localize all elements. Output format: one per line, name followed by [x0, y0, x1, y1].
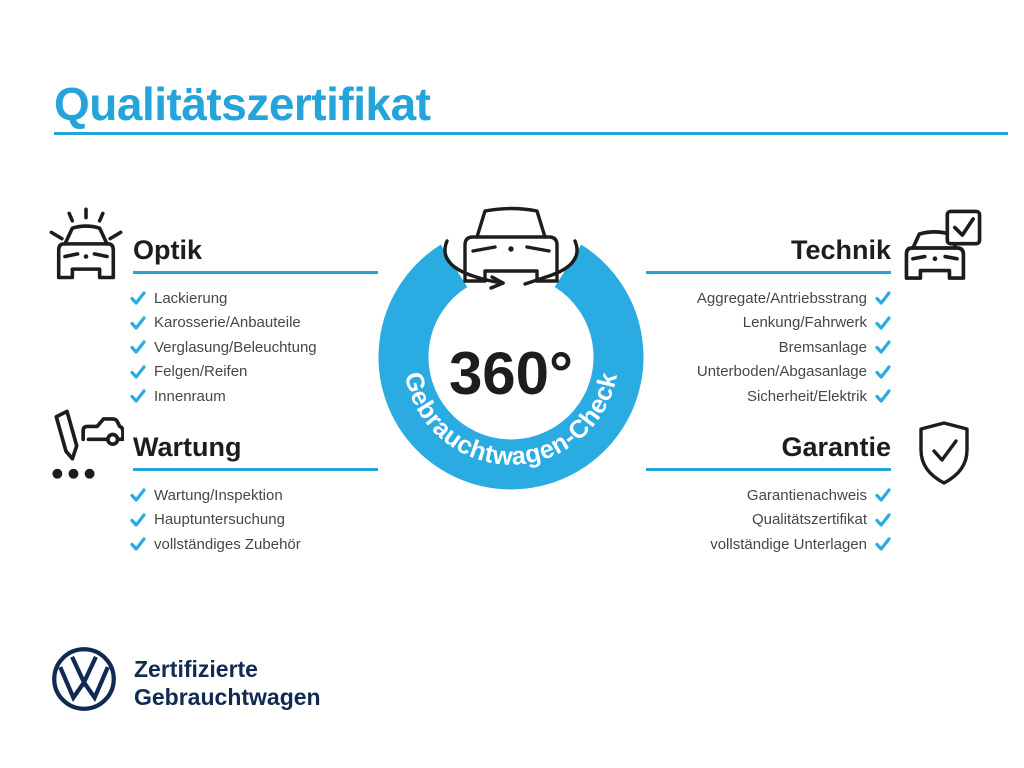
brand-text: [134, 655, 321, 711]
check-icon: [130, 316, 146, 330]
service-checklist-icon: [38, 406, 124, 492]
title-divider: [54, 132, 1008, 135]
section-divider-technik: [646, 271, 891, 274]
section-title-garantie: Garantie: [781, 432, 891, 462]
checklist-item-label: Qualitätszertifikat: [751, 511, 867, 529]
check-icon: [875, 316, 891, 330]
section-divider-garantie: [646, 468, 891, 471]
check-icon: [130, 513, 146, 527]
vw-logo: [50, 645, 118, 713]
check-icon: [130, 365, 146, 379]
checklist-item: [130, 286, 317, 311]
check-icon: [130, 537, 146, 551]
ring-label: Gebrauchtwagen-Check: [398, 369, 624, 472]
checklist-item: [130, 360, 317, 385]
checklist-item-label: Verglasung/Beleuchtung: [154, 338, 317, 356]
checklist-item: [130, 483, 301, 508]
check-icon: [130, 291, 146, 305]
checklist-item-label: Aggregate/Antriebsstrang: [696, 289, 867, 307]
check-icon: [130, 389, 146, 403]
checklist-item-label: Lackierung: [154, 289, 228, 307]
checklist-item-label: vollständige Unterlagen: [710, 535, 867, 553]
checklist-item-label: Lenkung/Fahrwerk: [742, 314, 867, 332]
checklist-item: [130, 311, 317, 336]
section-divider-optik: [133, 271, 378, 274]
section-title-technik: Technik: [790, 235, 891, 265]
checklist-item-label: Hauptuntersuchung: [154, 511, 285, 529]
checklist-item-label: Innenraum: [154, 387, 226, 405]
checklist-item: [576, 508, 891, 533]
checklist-item-label: Bremsanlage: [778, 338, 867, 356]
checklist-item-label: Sicherheit/Elektrik: [746, 387, 867, 405]
checklist-item: [130, 508, 301, 533]
checklist-item-label: Felgen/Reifen: [154, 363, 248, 381]
check-icon: [130, 340, 146, 354]
checklist-item-label: Karosserie/Anbauteile: [154, 314, 301, 332]
section-title-wartung: Wartung: [133, 432, 242, 462]
degrees-label: 360°: [448, 340, 574, 407]
check-icon: [875, 513, 891, 527]
checklist-item-label: Garantienachweis: [746, 486, 867, 504]
checklist-item-label: Unterboden/Abgasanlage: [696, 363, 867, 381]
checklist-item-label: Wartung/Inspektion: [154, 486, 283, 504]
check-icon: [875, 291, 891, 305]
checklist-item: [130, 335, 317, 360]
checklist-wartung: [130, 483, 301, 557]
page-title: Qualitätszertifikat: [54, 77, 431, 130]
checklist-item-label: vollständiges Zubehör: [154, 535, 301, 553]
checklist-item: [130, 532, 301, 557]
brand-line-1: Zertifizierte: [134, 656, 258, 682]
check-icon: [875, 537, 891, 551]
check-icon: [875, 340, 891, 354]
checklist-item: [130, 384, 317, 409]
brand-line-2: Gebrauchtwagen: [134, 684, 321, 710]
section-divider-wartung: [133, 468, 378, 471]
check-icon: [130, 488, 146, 502]
check-icon: [875, 488, 891, 502]
car-checkbox-icon: [900, 205, 986, 291]
badge-360-check: [361, 185, 661, 497]
section-title-optik: Optik: [133, 235, 203, 265]
check-icon: [875, 365, 891, 379]
checklist-item: [576, 532, 891, 557]
car-shine-icon: [44, 204, 128, 288]
shield-check-icon: [904, 413, 984, 495]
check-icon: [875, 389, 891, 403]
checklist-optik: [130, 286, 317, 409]
